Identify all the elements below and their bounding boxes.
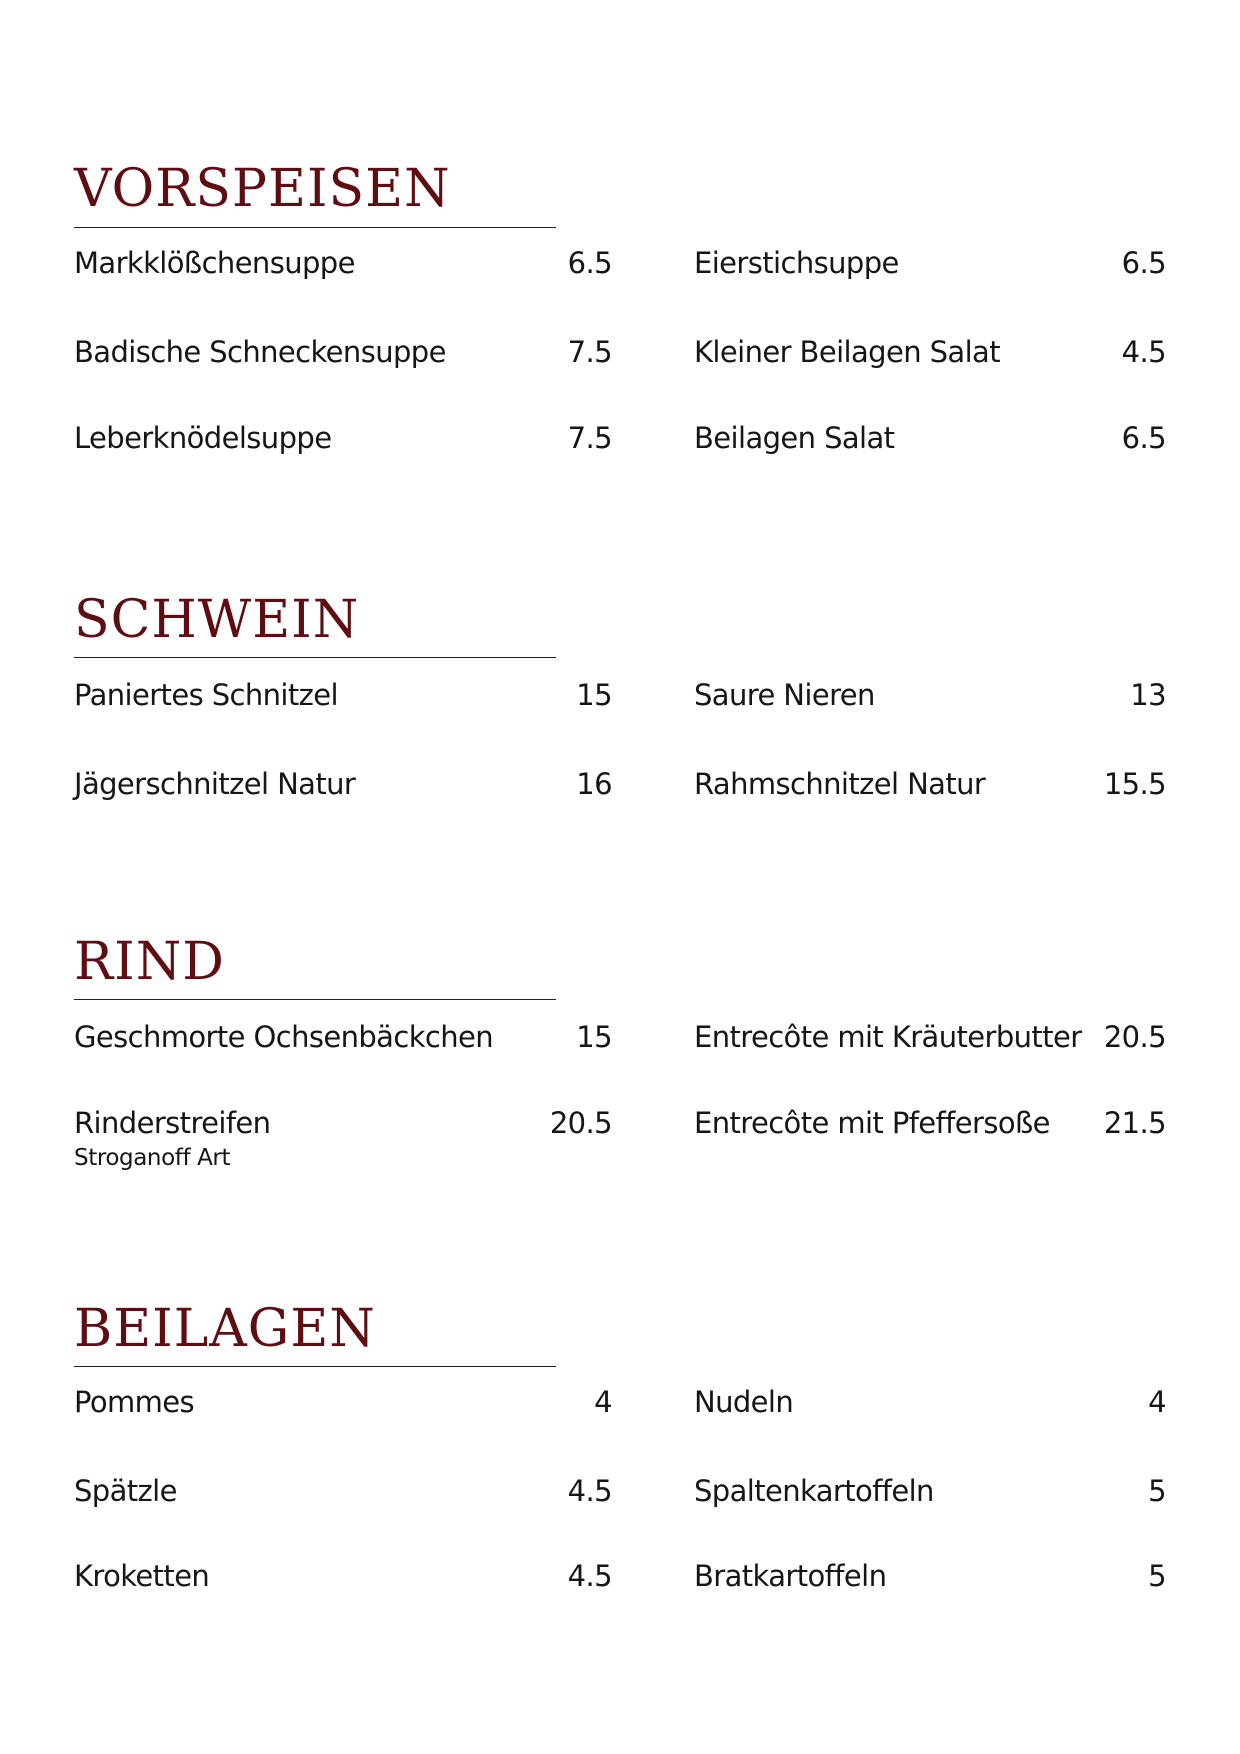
section-divider <box>74 657 556 658</box>
section-heading: RIND <box>74 932 225 992</box>
menu-item <box>694 1382 1166 1422</box>
item-price: 6.5 <box>1121 246 1166 280</box>
item-name: Entrecôte mit Kräuterbutter <box>694 1020 1082 1054</box>
item-name: Nudeln <box>694 1385 794 1419</box>
menu-item <box>74 1017 612 1057</box>
section-divider <box>74 1366 556 1367</box>
menu-item <box>694 332 1166 372</box>
menu-item <box>694 1017 1166 1057</box>
menu-item <box>694 1471 1166 1511</box>
menu-item <box>694 243 1166 283</box>
menu-item <box>694 1556 1166 1596</box>
item-name: Spätzle <box>74 1474 177 1508</box>
item-price: 15 <box>576 1020 612 1054</box>
menu-item <box>694 675 1166 715</box>
item-name: Rinderstreifen <box>74 1106 271 1140</box>
item-price: 6.5 <box>567 246 612 280</box>
item-name: Saure Nieren <box>694 678 875 712</box>
item-price: 13 <box>1130 678 1166 712</box>
item-price: 5 <box>1148 1559 1166 1593</box>
menu-item <box>74 243 612 283</box>
item-price: 21.5 <box>1103 1106 1166 1140</box>
menu-item <box>74 1471 612 1511</box>
item-name: Spaltenkartoffeln <box>694 1474 934 1508</box>
item-name: Jägerschnitzel Natur <box>74 767 356 801</box>
item-price: 15 <box>576 678 612 712</box>
menu-item <box>694 1103 1166 1143</box>
item-name: Paniertes Schnitzel <box>74 678 338 712</box>
item-name: Beilagen Salat <box>694 421 895 455</box>
item-name: Rahmschnitzel Natur <box>694 767 986 801</box>
menu-item <box>74 1556 612 1596</box>
menu-item <box>694 764 1166 804</box>
menu-item <box>74 1103 612 1171</box>
item-name: Entrecôte mit Pfeffersoße <box>694 1106 1050 1140</box>
item-price: 15.5 <box>1103 767 1166 801</box>
section-divider <box>74 227 556 228</box>
item-price: 20.5 <box>549 1106 612 1140</box>
item-price: 16 <box>576 767 612 801</box>
section-heading: BEILAGEN <box>74 1299 376 1359</box>
menu-item <box>74 1382 612 1422</box>
item-price: 7.5 <box>567 421 612 455</box>
item-price: 5 <box>1148 1474 1166 1508</box>
item-name: Kroketten <box>74 1559 210 1593</box>
item-price: 4.5 <box>1121 335 1166 369</box>
item-name: Markklößchensuppe <box>74 246 355 280</box>
item-name: Badische Schneckensuppe <box>74 335 446 369</box>
menu-item <box>74 764 612 804</box>
item-name: Eierstichsuppe <box>694 246 899 280</box>
item-price: 6.5 <box>1121 421 1166 455</box>
item-price: 4 <box>594 1385 612 1419</box>
section-heading: VORSPEISEN <box>74 159 451 219</box>
item-price: 4.5 <box>567 1474 612 1508</box>
item-subtitle: Stroganoff Art <box>74 1145 231 1171</box>
item-name: Geschmorte Ochsenbäckchen <box>74 1020 494 1054</box>
item-name: Bratkartoffeln <box>694 1559 887 1593</box>
item-price: 7.5 <box>567 335 612 369</box>
section-divider <box>74 999 556 1000</box>
item-price: 20.5 <box>1103 1020 1166 1054</box>
item-price: 4 <box>1148 1385 1166 1419</box>
menu-item <box>74 675 612 715</box>
menu-item <box>74 418 612 458</box>
menu-item <box>74 332 612 372</box>
item-name: Leberknödelsuppe <box>74 421 332 455</box>
item-name: Kleiner Beilagen Salat <box>694 335 1000 369</box>
item-name: Pommes <box>74 1385 195 1419</box>
section-heading: SCHWEIN <box>74 590 360 650</box>
menu-item <box>694 418 1166 458</box>
item-price: 4.5 <box>567 1559 612 1593</box>
